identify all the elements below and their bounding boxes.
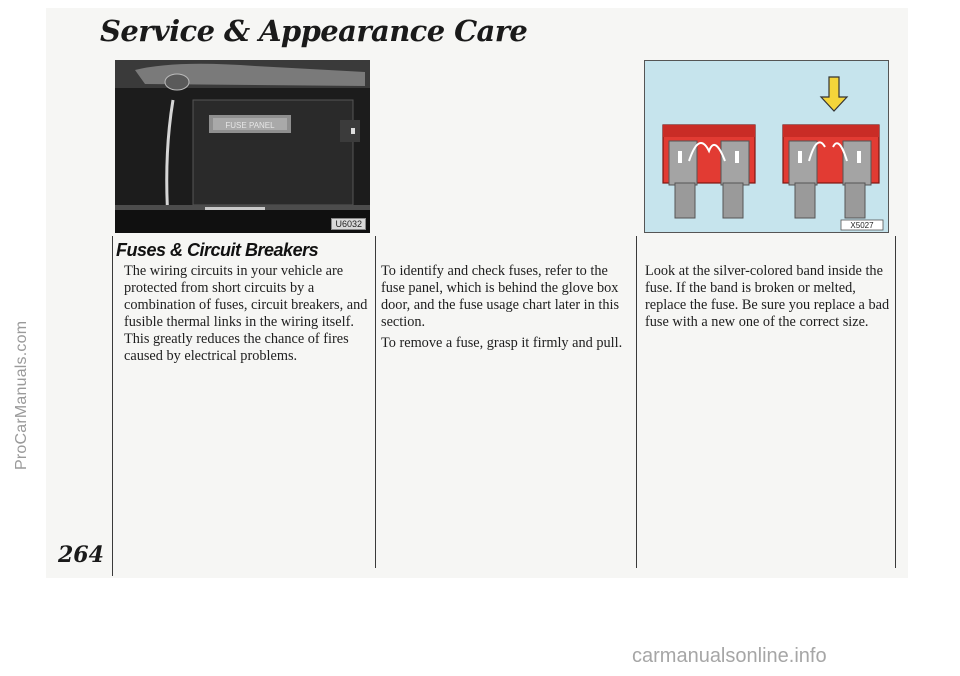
bottom-watermark: carmanualsonline.info — [632, 645, 827, 667]
section-title: Service & Appearance Care — [100, 14, 528, 48]
right-paragraph: Look at the silver-colored band inside the fuse. If the band is broken or melted, replace the fuse. Be sure you replace a bad fuse with a new one of the correct size. — [645, 263, 890, 330]
side-watermark: ProCarManuals.com — [13, 320, 30, 470]
photo-figure-label: U6032 — [331, 218, 366, 230]
photo-panel-text: FUSE PANEL — [225, 121, 275, 130]
middle-column-rule — [375, 236, 376, 568]
middle-paragraph-2: To remove a fuse, grasp it firmly and pull. — [381, 335, 623, 351]
fuse-panel-photo — [115, 60, 370, 233]
fuse-panel-photo-art — [115, 60, 370, 233]
fuse-illustration — [644, 60, 889, 233]
left-paragraph: The wiring circuits in your vehicle are protected from short circuits by a combination of fuses, circuit breakers, and fusible thermal links in the wiring itself. This greatly reduces the chance of fires caused by electrical problems. — [124, 263, 368, 364]
fuse-illustration-art — [645, 61, 888, 232]
down-arrow-icon — [821, 77, 847, 111]
right-column-rule — [636, 236, 637, 568]
intact-fuse-icon — [663, 125, 755, 218]
subheading-fuses: Fuses & Circuit Breakers — [116, 240, 319, 260]
middle-column-text — [381, 263, 631, 356]
middle-paragraph-1: To identify and check fuses, refer to the fuse panel, which is behind the glove box door, and the fuse usage chart later in this section. — [381, 263, 620, 330]
left-column-rule — [112, 236, 113, 576]
illustration-figure-label: X5027 — [850, 221, 874, 230]
page-number: 264 — [58, 542, 104, 568]
page-edge-rule — [895, 236, 896, 568]
blown-fuse-icon — [783, 125, 879, 218]
left-column-text — [124, 263, 372, 369]
right-column-text — [645, 263, 890, 335]
